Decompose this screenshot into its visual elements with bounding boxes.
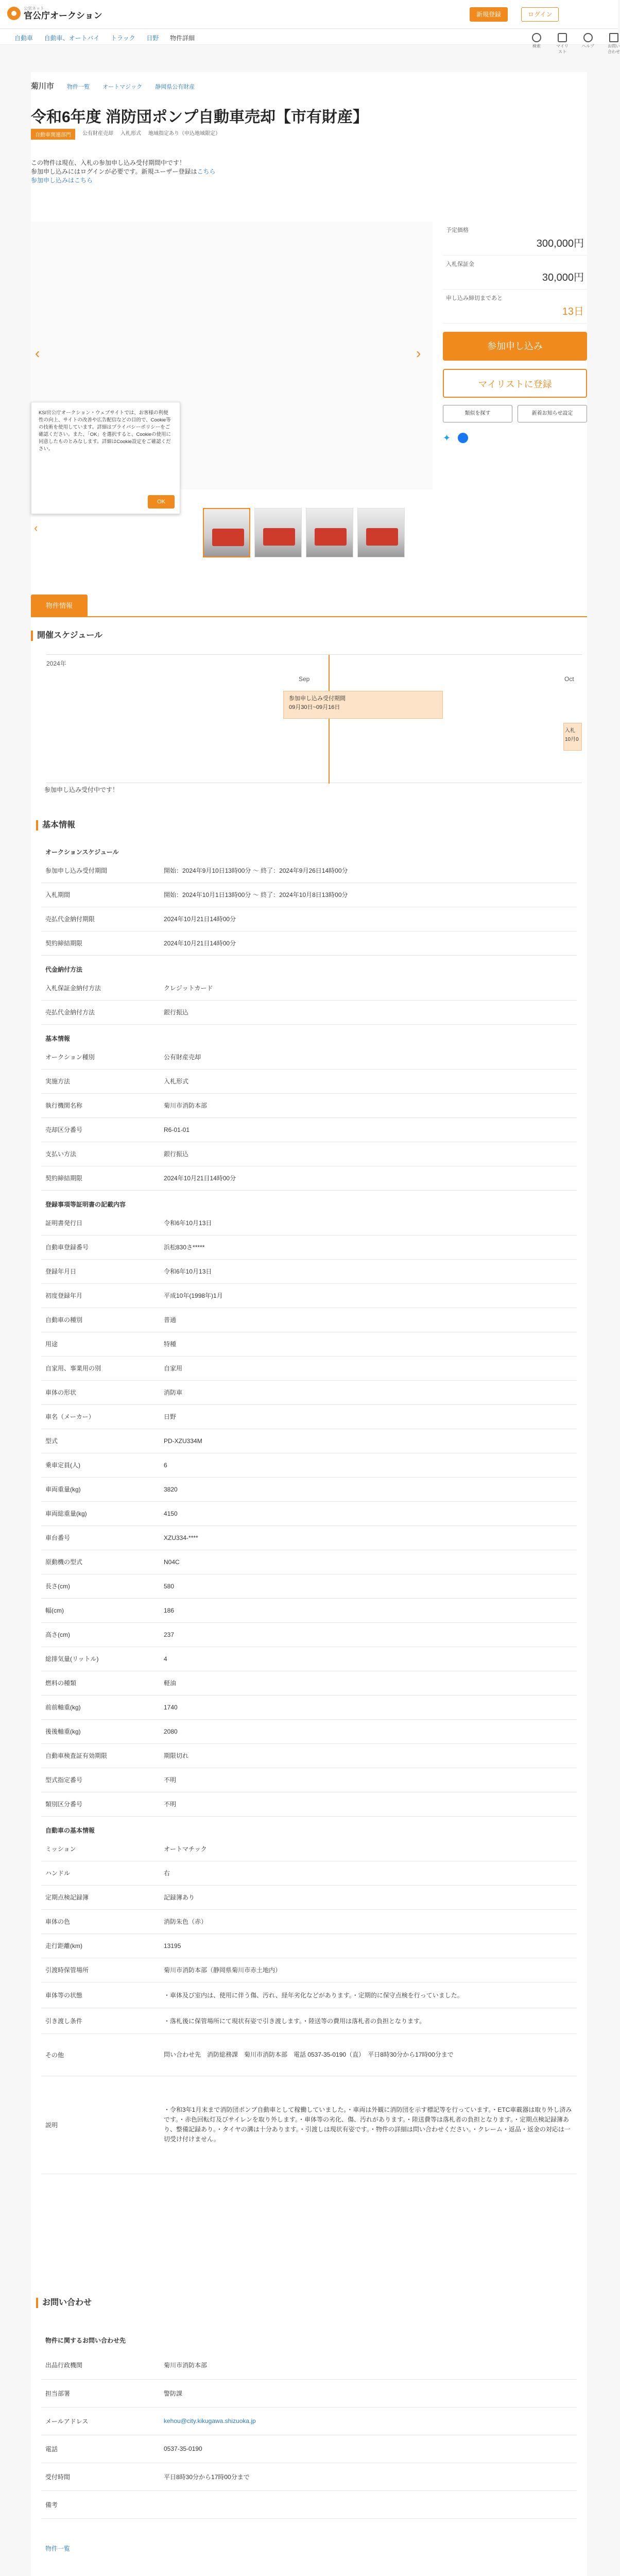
info-row bbox=[41, 1982, 577, 2008]
info-value: 開始：2024年9月10日13時00分 ～ 終了：2024年9月26日14時00分 bbox=[160, 858, 577, 883]
item-title: 令和6年度 消防団ポンプ自動車売却【市有財産】 bbox=[31, 109, 369, 126]
info-row bbox=[41, 1117, 577, 1142]
info-key: 定期点検記録簿 bbox=[41, 1885, 160, 1909]
nav-item[interactable]: トラック bbox=[111, 35, 135, 42]
tag: 入札形式 bbox=[120, 131, 141, 137]
info-key: 証明書発行日 bbox=[41, 1211, 160, 1235]
info-value: XZU334-**** bbox=[160, 1526, 577, 1550]
info-key: 契約締結期限 bbox=[41, 931, 160, 955]
login-button[interactable]: ログイン bbox=[521, 7, 559, 22]
thumbnail[interactable] bbox=[254, 508, 302, 557]
apply-link[interactable]: 参加申し込みはこちら bbox=[31, 177, 93, 184]
contact-value: 平日8時30分から17時00分まで bbox=[160, 2463, 577, 2490]
similar-button[interactable]: 類似を探す bbox=[443, 405, 512, 422]
crumb-link[interactable]: 静岡県公有財産 bbox=[155, 84, 195, 90]
info-row bbox=[41, 1211, 577, 1235]
search-icon[interactable] bbox=[530, 33, 543, 55]
info-value: 普通 bbox=[160, 1308, 577, 1332]
crumb-link[interactable]: 物件一覧 bbox=[67, 84, 90, 90]
event-dates: 09月30日~09月16日 bbox=[289, 704, 340, 710]
info-key: 車体の形状 bbox=[41, 1380, 160, 1404]
chevron-left-icon[interactable]: ‹ bbox=[35, 345, 40, 361]
contact-email-link[interactable]: kehou@city.kikugawa.shizuoka.jp bbox=[160, 2407, 577, 2435]
contact-key: 出品行政機関 bbox=[41, 2351, 160, 2379]
info-row bbox=[41, 1719, 577, 1743]
contact-value: 菊川市消防本部 bbox=[160, 2351, 577, 2379]
info-value: 菊川市消防本部（静岡県菊川市赤土地内） bbox=[160, 1958, 577, 1982]
info-key: 入札期間 bbox=[41, 883, 160, 907]
logo-small-text: 公官ネット bbox=[24, 6, 44, 11]
info-row bbox=[41, 1792, 577, 1816]
basic-info-heading: 基本情報 bbox=[36, 820, 75, 831]
info-key: 後後軸重(kg) bbox=[41, 1719, 160, 1743]
header-icon-group bbox=[530, 33, 620, 55]
info-row bbox=[41, 1356, 577, 1380]
contact-table bbox=[41, 2351, 577, 2519]
info-row bbox=[41, 883, 577, 907]
contact-row bbox=[41, 2435, 577, 2463]
info-row bbox=[41, 1647, 577, 1671]
info-value: 不明 bbox=[160, 1768, 577, 1792]
info-key: 売払代金納付方法 bbox=[41, 1000, 160, 1024]
info-key: 説明 bbox=[41, 2076, 160, 2174]
share-icons bbox=[443, 433, 587, 444]
basic-info-table bbox=[41, 838, 577, 2174]
info-value: オートマチック bbox=[160, 1837, 577, 1861]
info-row bbox=[41, 1142, 577, 1166]
info-value: 菊川市消防本部 bbox=[160, 1093, 577, 1117]
schedule-event-application[interactable] bbox=[283, 691, 443, 719]
info-row bbox=[41, 1861, 577, 1885]
info-value: 問い合わせ先 消防総務課 菊川市消防本部 電話 0537-35-0190（直） 平日8時30分から17時00分まで bbox=[160, 2033, 577, 2076]
info-key: 自家用、事業用の別 bbox=[41, 1356, 160, 1380]
info-key: 自動車検査証有効期限 bbox=[41, 1743, 160, 1768]
info-value: 消防車 bbox=[160, 1380, 577, 1404]
info-row bbox=[41, 1885, 577, 1909]
start-price-value: 300,000円 bbox=[536, 238, 584, 249]
info-row bbox=[41, 1743, 577, 1768]
info-group-label: 登録事項等証明書の記載内容 bbox=[45, 1200, 126, 1208]
info-group-heading bbox=[41, 1024, 577, 1045]
contact-value: 0537-35-0190 bbox=[160, 2435, 577, 2463]
category-badge: 自動車関連部門 bbox=[31, 129, 75, 140]
info-value: 6 bbox=[160, 1453, 577, 1477]
start-price-label: 予定価格 bbox=[446, 227, 469, 233]
contact-row bbox=[41, 2351, 577, 2379]
today-marker bbox=[329, 655, 330, 784]
contact-row bbox=[41, 2379, 577, 2407]
contact-heading: お問い合わせ bbox=[36, 2298, 92, 2308]
info-value: 特種 bbox=[160, 1332, 577, 1356]
info-row bbox=[41, 2033, 577, 2076]
info-row bbox=[41, 1283, 577, 1308]
info-key: 走行距離(km) bbox=[41, 1934, 160, 1958]
info-value: 期限切れ bbox=[160, 1743, 577, 1768]
info-key: 車名（メーカー） bbox=[41, 1404, 160, 1429]
cookie-consent-dialog bbox=[31, 402, 180, 514]
info-key: 引渡時保管場所 bbox=[41, 1958, 160, 1982]
info-value: 2024年10月21日14時00分 bbox=[160, 1166, 577, 1190]
status-notice bbox=[31, 159, 257, 185]
info-row bbox=[41, 1477, 577, 1501]
info-row bbox=[41, 1768, 577, 1792]
info-key: 型式指定番号 bbox=[41, 1768, 160, 1792]
cookie-ok-button[interactable]: OK bbox=[148, 495, 175, 509]
deadline-label: 申し込み締切まであと bbox=[446, 295, 503, 301]
deadline-value: 13日 bbox=[562, 306, 584, 317]
info-row bbox=[41, 1166, 577, 1190]
info-value: 軽油 bbox=[160, 1671, 577, 1695]
info-group-label: オークションスケジュール bbox=[45, 848, 119, 856]
info-value: 自家用 bbox=[160, 1356, 577, 1380]
info-row bbox=[41, 1574, 577, 1598]
info-group-heading bbox=[41, 838, 577, 858]
info-value: 平成10年(1998年)1月 bbox=[160, 1283, 577, 1308]
contact-row bbox=[41, 2490, 577, 2518]
info-key: 車両総重量(kg) bbox=[41, 1501, 160, 1526]
info-value: 13195 bbox=[160, 1934, 577, 1958]
info-value: 令和6年10月13日 bbox=[160, 1259, 577, 1283]
contact-key: 電話 bbox=[41, 2435, 160, 2463]
apply-button[interactable]: 参加申し込み bbox=[443, 332, 587, 361]
timeline-month: Oct bbox=[564, 675, 574, 683]
info-value: 浜松830さ***** bbox=[160, 1235, 577, 1259]
price-sidebar bbox=[443, 222, 587, 444]
info-row bbox=[41, 1837, 577, 1861]
register-link[interactable]: こちら bbox=[197, 168, 216, 175]
thumbnail-strip bbox=[203, 508, 405, 557]
contact-key: 備考 bbox=[41, 2490, 160, 2518]
info-key: 初度登録年月 bbox=[41, 1283, 160, 1308]
info-row bbox=[41, 1000, 577, 1024]
info-value: 不明 bbox=[160, 1792, 577, 1816]
info-row bbox=[41, 1308, 577, 1332]
contact-key: メールアドレス bbox=[41, 2407, 160, 2435]
contact-icon-label: お問い合わせ bbox=[608, 44, 620, 54]
schedule-heading: 開催スケジュール bbox=[31, 631, 102, 641]
facebook-icon[interactable] bbox=[458, 433, 468, 443]
accepting-note: 参加申し込み受付中です！ bbox=[44, 786, 119, 793]
info-key: 契約締結期限 bbox=[41, 1166, 160, 1190]
thumb-prev-icon[interactable]: ‹ bbox=[34, 521, 38, 534]
heart-icon[interactable] bbox=[556, 33, 569, 55]
info-key: 用途 bbox=[41, 1332, 160, 1356]
info-key: 入札保証金納付方法 bbox=[41, 976, 160, 1000]
info-row bbox=[41, 976, 577, 1000]
tag: 地域指定あり（申込地域限定） bbox=[148, 131, 220, 137]
info-row bbox=[41, 1501, 577, 1526]
info-value: 消防朱色（赤） bbox=[160, 1909, 577, 1934]
deposit-value: 30,000円 bbox=[542, 272, 584, 283]
contact-key: 受付時間 bbox=[41, 2463, 160, 2490]
info-group-heading bbox=[41, 955, 577, 976]
info-row bbox=[41, 1045, 577, 1069]
info-row bbox=[41, 1069, 577, 1093]
info-row bbox=[41, 2076, 577, 2174]
info-row bbox=[41, 2008, 577, 2033]
cookie-text: KSI官公庁オークション・ウェブサイトでは、お客様の利便性の向上、サイトの改善や広告配信などの目的で、Cookie等の技術を使用しています。詳細はプライバシーポリシーをご確認ください。また、「OK」を選択すると、Cookieの使用に同意したものとみなします。詳細はCookie設定をご確認ください。 bbox=[39, 410, 171, 452]
info-key: 原動機の型式 bbox=[41, 1550, 160, 1574]
twitter-icon[interactable]: ✦ bbox=[443, 433, 451, 443]
help-icon[interactable] bbox=[582, 33, 594, 55]
info-row bbox=[41, 1958, 577, 1982]
info-row bbox=[41, 1526, 577, 1550]
info-key: 実施方法 bbox=[41, 1069, 160, 1093]
info-value: 1740 bbox=[160, 1695, 577, 1719]
info-key: 売払代金納付期限 bbox=[41, 907, 160, 931]
info-value: R6-01-01 bbox=[160, 1117, 577, 1142]
thumbnail[interactable] bbox=[306, 508, 353, 557]
tab-underline bbox=[31, 616, 587, 617]
info-value: 銀行振込 bbox=[160, 1000, 577, 1024]
item-tags bbox=[31, 129, 220, 140]
info-value: 580 bbox=[160, 1574, 577, 1598]
info-row bbox=[41, 1332, 577, 1356]
search-icon-label: 検索 bbox=[532, 44, 541, 48]
add-mylist-button[interactable]: マイリストに登録 bbox=[443, 369, 587, 398]
info-key: 乗車定員(人) bbox=[41, 1453, 160, 1477]
deposit-label: 入札保証金 bbox=[446, 261, 474, 267]
info-group-label: 自動車の基本情報 bbox=[45, 1826, 95, 1834]
crumb-link[interactable]: オートマジック bbox=[102, 84, 143, 90]
info-row bbox=[41, 1404, 577, 1429]
info-value: 2024年10月21日14時00分 bbox=[160, 931, 577, 955]
info-key: 自動車登録番号 bbox=[41, 1235, 160, 1259]
item-list-link[interactable]: 物件一覧 bbox=[45, 2545, 71, 2552]
info-key: 車体の色 bbox=[41, 1909, 160, 1934]
info-row bbox=[41, 1380, 577, 1404]
new-register-button[interactable]: 新規登録 bbox=[470, 7, 508, 22]
event-title: 参加申し込み受付期間 bbox=[289, 696, 346, 702]
info-key: 類別区分番号 bbox=[41, 1792, 160, 1816]
notice-line: 参加申し込みにはログインが必要です。新規ユーザー登録は bbox=[31, 168, 197, 175]
info-row bbox=[41, 1235, 577, 1259]
info-value: PD-XZU334M bbox=[160, 1429, 577, 1453]
info-value: ・落札後に保管場所にて現状有姿で引き渡します。・陸送等の費用は落札者の負担となります。 bbox=[160, 2008, 577, 2033]
event-dates: 10月0 bbox=[565, 737, 579, 742]
info-group-heading bbox=[41, 1816, 577, 1837]
info-value: ・車体及び室内は、使用に伴う傷、汚れ、経年劣化などがあります。・定期的に保守点検を行っていました。 bbox=[160, 1982, 577, 2008]
info-key: 登録年月日 bbox=[41, 1259, 160, 1283]
info-key: 売却区分番号 bbox=[41, 1117, 160, 1142]
info-value: 日野 bbox=[160, 1404, 577, 1429]
mylist-icon-label: マイリスト bbox=[556, 44, 569, 54]
info-key: 車体等の状態 bbox=[41, 1982, 160, 2008]
info-value: 4150 bbox=[160, 1501, 577, 1526]
info-value: 記録簿あり bbox=[160, 1885, 577, 1909]
info-value: 右 bbox=[160, 1861, 577, 1885]
info-row bbox=[41, 1259, 577, 1283]
notify-button[interactable]: 新着お知らせ設定 bbox=[518, 405, 587, 422]
tab-item-info[interactable]: 物件情報 bbox=[31, 595, 88, 617]
nav-item[interactable]: 自動車 bbox=[14, 35, 33, 42]
info-key: 幅(cm) bbox=[41, 1598, 160, 1622]
timeline-month: Sep bbox=[299, 675, 310, 683]
info-key: 高さ(cm) bbox=[41, 1622, 160, 1647]
info-row bbox=[41, 907, 577, 931]
info-group-label: 基本情報 bbox=[45, 1035, 71, 1042]
contact-row bbox=[41, 2407, 577, 2435]
breadcrumb-nav bbox=[0, 29, 618, 45]
item-breadcrumb bbox=[31, 80, 206, 91]
info-row bbox=[41, 1909, 577, 1934]
info-key: オークション種別 bbox=[41, 1045, 160, 1069]
start-price-row bbox=[443, 222, 587, 256]
info-key: 総排気量(リットル) bbox=[41, 1647, 160, 1671]
info-key: 前前軸重(kg) bbox=[41, 1695, 160, 1719]
info-key: 引き渡し条件 bbox=[41, 2008, 160, 2033]
info-value: 公有財産売却 bbox=[160, 1045, 577, 1069]
contact-panel bbox=[31, 2292, 587, 2576]
schedule-timeline bbox=[46, 654, 582, 783]
info-row bbox=[41, 1671, 577, 1695]
info-value: ・令和3年1月末まで消防団ポンプ自動車として稼働していました。・車両は外観に消防団を示す標記等を行っています。・ETC車載器は取り外し済みです。・赤色回転灯及びサイレンを取り外します。・車体等の劣化、傷、汚れがあります。・陸送費等は落札者の負担となります。・定期点検記録簿あり、整備記録あり。・タイヤの溝は十分あります。・引渡しは現状有姿です。・物件の詳細は問い合わせください。・クレーム・返品・返金の対応は一切受け付けません。 bbox=[160, 2076, 577, 2174]
contact-value: 警防課 bbox=[160, 2379, 577, 2407]
sub-actions bbox=[443, 405, 587, 422]
deposit-row bbox=[443, 256, 587, 290]
info-value: 2024年10月21日14時00分 bbox=[160, 907, 577, 931]
info-key: 自動車の種別 bbox=[41, 1308, 160, 1332]
info-key: 燃料の種類 bbox=[41, 1671, 160, 1695]
help-icon-label: ヘルプ bbox=[582, 44, 594, 48]
info-row bbox=[41, 858, 577, 883]
info-key: 車台番号 bbox=[41, 1526, 160, 1550]
info-row bbox=[41, 1093, 577, 1117]
info-value: N04C bbox=[160, 1550, 577, 1574]
site-header bbox=[0, 0, 618, 29]
schedule-event-bidding[interactable] bbox=[563, 723, 582, 751]
contact-key: 担当部署 bbox=[41, 2379, 160, 2407]
info-value: 入札形式 bbox=[160, 1069, 577, 1093]
info-row bbox=[41, 1453, 577, 1477]
info-row bbox=[41, 1429, 577, 1453]
info-value: 銀行振込 bbox=[160, 1142, 577, 1166]
info-group-label: 代金納付方法 bbox=[45, 965, 83, 973]
chevron-right-icon[interactable]: › bbox=[416, 345, 421, 361]
info-group-heading bbox=[41, 1190, 577, 1211]
info-key: 型式 bbox=[41, 1429, 160, 1453]
info-key: 長さ(cm) bbox=[41, 1574, 160, 1598]
info-key: 参加申し込み受付期間 bbox=[41, 858, 160, 883]
info-key: 執行機関名称 bbox=[41, 1093, 160, 1117]
info-value: 2080 bbox=[160, 1719, 577, 1743]
info-row bbox=[41, 931, 577, 955]
info-row bbox=[41, 1622, 577, 1647]
logo-text: 官公庁オークション bbox=[24, 11, 102, 21]
deadline-row bbox=[443, 290, 587, 324]
notice-line: この物件は現在、入札の参加申し込み受付期間中です！ bbox=[31, 159, 186, 166]
agency-name[interactable]: 菊川市 bbox=[31, 82, 55, 91]
timeline-year: 2024年 bbox=[46, 660, 66, 667]
info-key: その他 bbox=[41, 2033, 160, 2076]
info-value: 開始：2024年10月1日13時00分 ～ 終了：2024年10月8日13時00分 bbox=[160, 883, 577, 907]
info-value: 186 bbox=[160, 1598, 577, 1622]
contact-value bbox=[160, 2490, 577, 2518]
tag: 公有財産売却 bbox=[82, 131, 113, 137]
nav-item-current: 物件詳細 bbox=[170, 35, 195, 42]
logo-mark bbox=[7, 7, 21, 20]
info-row bbox=[41, 1934, 577, 1958]
nav-item[interactable]: 日野 bbox=[146, 35, 159, 42]
nav-item[interactable]: 自動車、オートバイ bbox=[44, 35, 100, 42]
info-row bbox=[41, 1695, 577, 1719]
info-key: 支払い方法 bbox=[41, 1142, 160, 1166]
basic-info-panel bbox=[31, 809, 587, 2447]
mail-icon[interactable] bbox=[608, 33, 620, 55]
event-title: 入札 bbox=[565, 728, 575, 734]
thumbnail[interactable] bbox=[203, 508, 250, 557]
info-value: 令和6年10月13日 bbox=[160, 1211, 577, 1235]
info-value: 4 bbox=[160, 1647, 577, 1671]
info-row bbox=[41, 1550, 577, 1574]
info-value: 3820 bbox=[160, 1477, 577, 1501]
info-row bbox=[41, 1598, 577, 1622]
contact-group-label: 物件に関するお問い合わせ先 bbox=[45, 2337, 126, 2344]
contact-row bbox=[41, 2463, 577, 2490]
info-value: クレジットカード bbox=[160, 976, 577, 1000]
info-key: ハンドル bbox=[41, 1861, 160, 1885]
info-value: 237 bbox=[160, 1622, 577, 1647]
info-key: ミッション bbox=[41, 1837, 160, 1861]
site-logo[interactable] bbox=[7, 6, 102, 21]
thumbnail[interactable] bbox=[357, 508, 405, 557]
info-key: 車両重量(kg) bbox=[41, 1477, 160, 1501]
